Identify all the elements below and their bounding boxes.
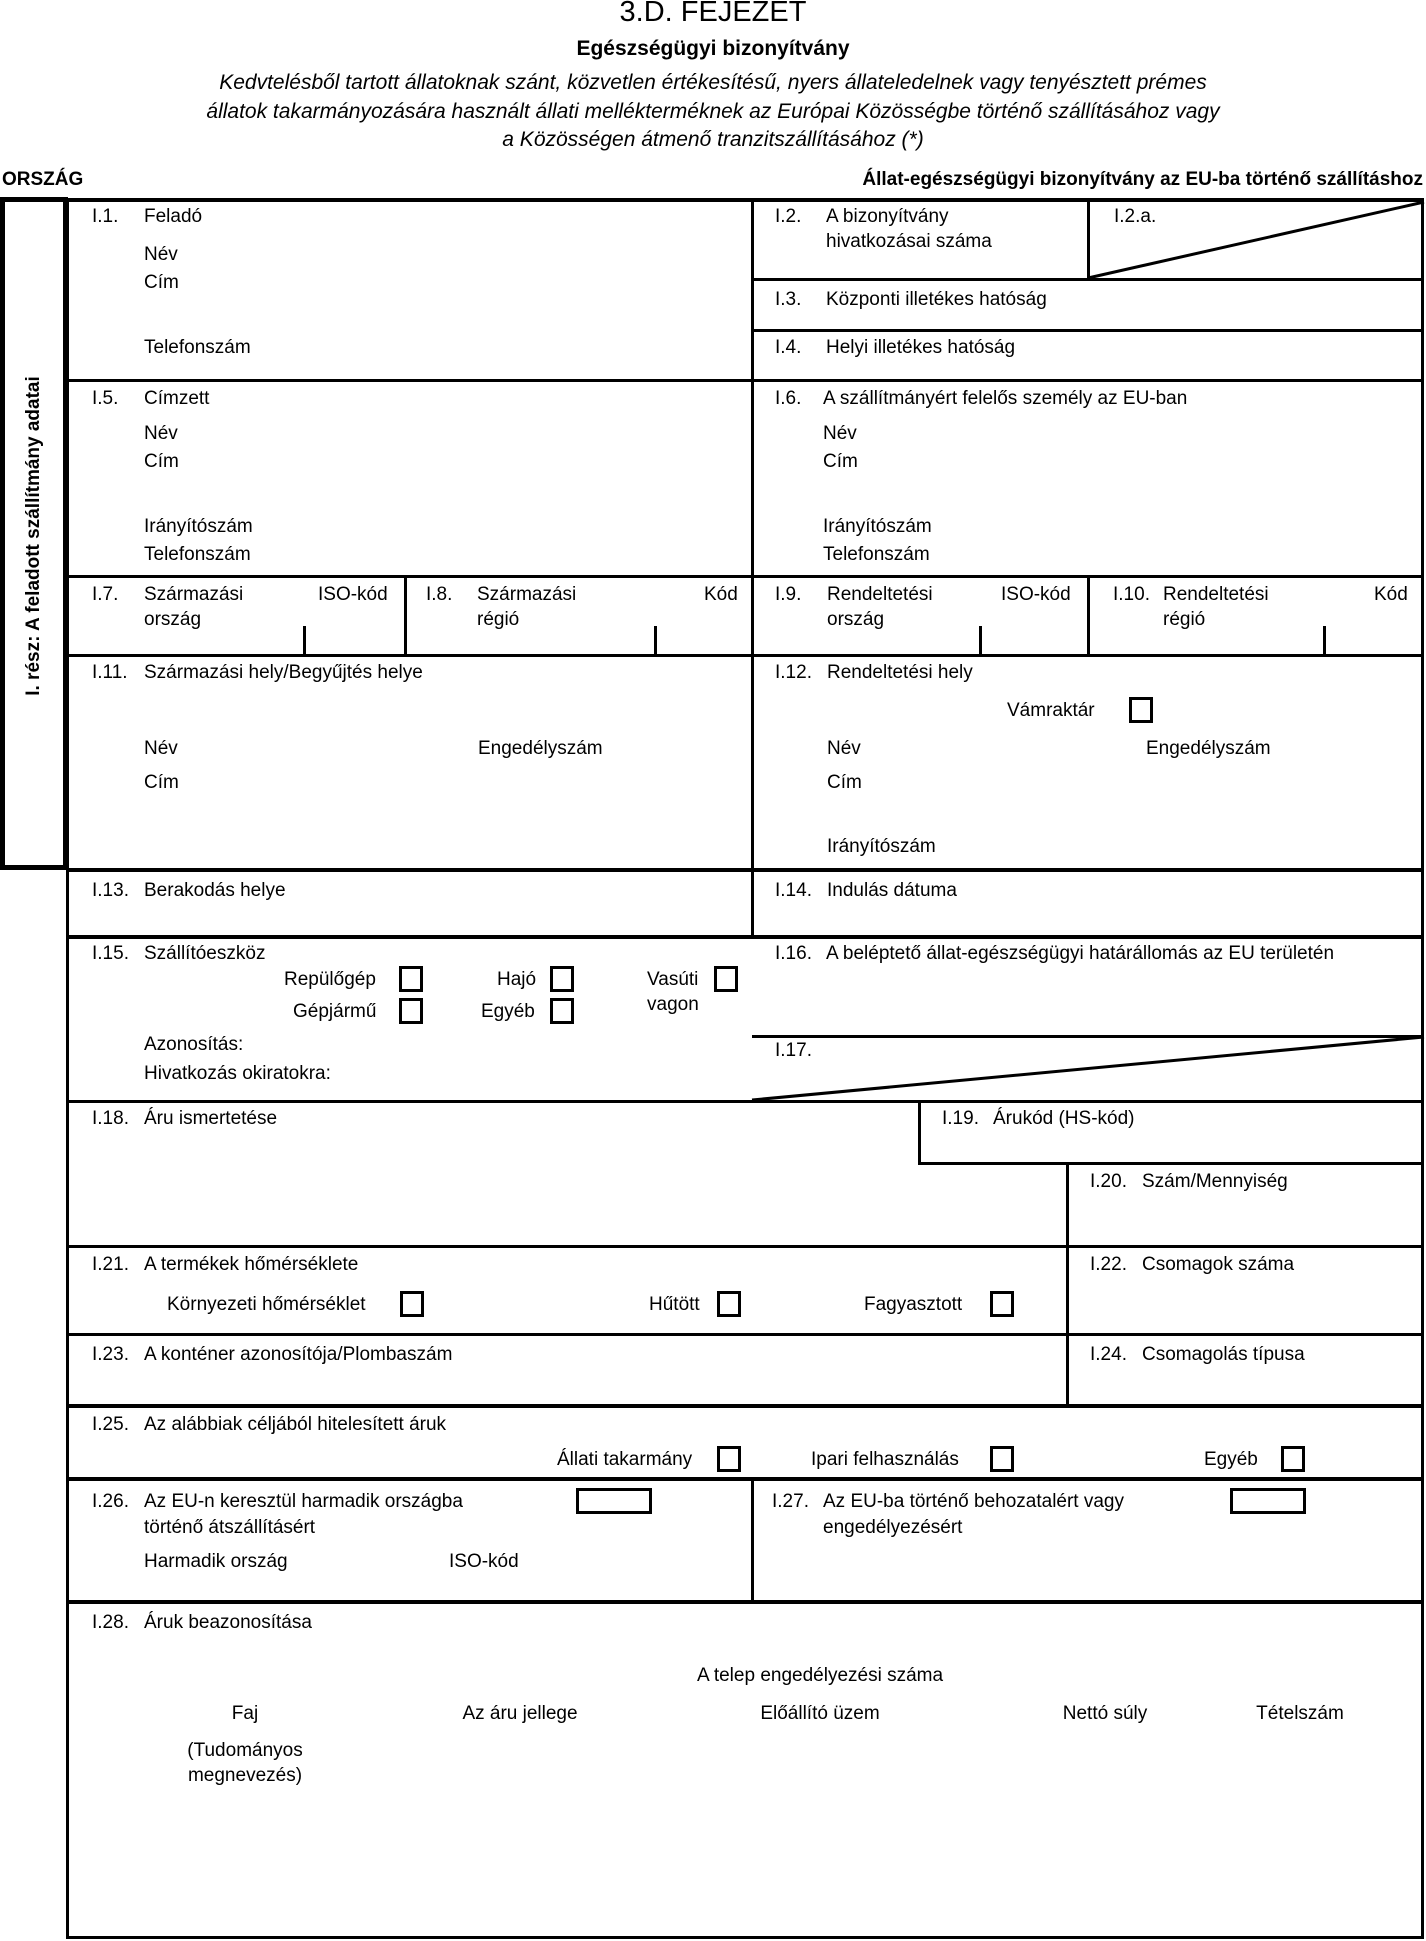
field-number: I.8. (426, 584, 453, 605)
description-line-3: a Közösségen átmenő tranzitszállításához (*) (502, 128, 924, 151)
field-number: I.18. (92, 1108, 129, 1129)
field-number: I.10. (1113, 584, 1150, 605)
country-label: ORSZÁG (2, 169, 84, 190)
field-number: I.25. (92, 1414, 129, 1435)
chilled-checkbox[interactable] (717, 1291, 741, 1317)
phone-label: Telefonszám (144, 337, 251, 358)
field-number: I.21. (92, 1254, 129, 1275)
rail-label: vagon (647, 994, 699, 1015)
address-label: Cím (823, 451, 858, 472)
field-number: I.19. (942, 1108, 979, 1129)
field-number: I.13. (92, 880, 129, 901)
address-label: Cím (144, 272, 179, 293)
iso-code-label: ISO-kód (449, 1551, 519, 1572)
field-number: I.11. (92, 662, 128, 683)
origin-country-label: Származási (144, 584, 244, 605)
field-number: I.5. (92, 388, 119, 409)
destination-region-label: Rendeltetési (1163, 584, 1269, 605)
package-count-label: Csomagok száma (1142, 1254, 1295, 1275)
other-purpose-checkbox[interactable] (1281, 1446, 1305, 1472)
quantity-label: Szám/Mennyiség (1142, 1171, 1288, 1192)
name-label: Név (144, 738, 178, 759)
region-of-origin-field[interactable] (407, 578, 751, 654)
responsible-person-label: A szállítmányért felelős személy az EU-ban (823, 388, 1188, 409)
frozen-label: Fagyasztott (864, 1294, 963, 1315)
phone-label: Telefonszám (823, 544, 930, 565)
field-number: I.14. (775, 880, 812, 901)
means-of-transport-label: Szállítóeszköz (144, 943, 266, 964)
approval-number-label: Engedélyszám (1146, 738, 1271, 759)
road-vehicle-checkbox[interactable] (399, 998, 423, 1024)
plane-label: Repülőgép (284, 969, 376, 990)
postcode-label: Irányítószám (144, 516, 253, 537)
commodity-code-label: Árukód (HS-kód) (993, 1108, 1135, 1129)
field-number: I.26. (92, 1491, 129, 1512)
column-header: Tételszám (1256, 1703, 1344, 1724)
import-label: Az EU-ba történő behozatalért vagy (823, 1491, 1125, 1512)
consignor-label: Feladó (144, 206, 203, 227)
destination-country-label: ország (827, 609, 885, 630)
field-number: I.2. (775, 206, 802, 227)
field-i17[interactable] (754, 1038, 1424, 1100)
field-number: I.24. (1090, 1344, 1127, 1365)
certificate-reference-label: A bizonyítvány (826, 206, 949, 227)
field-number: I.6. (775, 388, 802, 409)
rail-label: Vasúti (647, 969, 699, 990)
frozen-checkbox[interactable] (990, 1291, 1014, 1317)
ambient-checkbox[interactable] (400, 1291, 424, 1317)
central-authority-label: Központi illetékes hatóság (826, 289, 1047, 310)
page-title: Egészségügyi bizonyítvány (576, 37, 850, 60)
plant-approval-label: A telep engedélyezési száma (696, 1665, 944, 1686)
sidebar-label: I. rész: A feladott szállítmány adatai (23, 376, 44, 696)
field-number: I.20. (1090, 1171, 1127, 1192)
certificate-reference-label: hivatkozásai száma (826, 231, 992, 252)
other-purpose-label: Egyéb (1204, 1449, 1258, 1470)
field-number: I.23. (92, 1344, 129, 1365)
place-of-origin-field[interactable] (69, 657, 751, 868)
industrial-use-checkbox[interactable] (990, 1446, 1014, 1472)
postcode-label: Irányítószám (823, 516, 932, 537)
place-of-origin-label: Származási hely/Begyűjtés helye (144, 662, 423, 683)
transit-label: Az EU-n keresztül harmadik országba (144, 1491, 463, 1512)
goods-description-label: Áru ismertetése (144, 1108, 278, 1129)
chilled-label: Hűtött (649, 1294, 700, 1315)
field-number: I.15. (92, 943, 129, 964)
scientific-name-note: megnevezés) (187, 1765, 303, 1786)
other-transport-label: Egyéb (481, 1001, 535, 1022)
address-label: Cím (827, 772, 862, 793)
field-number: I.1. (92, 206, 119, 227)
local-authority-label: Helyi illetékes hatóság (826, 337, 1016, 358)
field-number: I.28. (92, 1612, 129, 1633)
postcode-label: Irányítószám (827, 836, 936, 857)
name-label: Név (827, 738, 861, 759)
import-checkbox[interactable] (1230, 1488, 1306, 1514)
packaging-type-label: Csomagolás típusa (1142, 1344, 1305, 1365)
destination-country-label: Rendeltetési (827, 584, 933, 605)
origin-country-label: ország (144, 609, 202, 630)
column-header: Faj (231, 1703, 259, 1724)
document-references-label: Hivatkozás okiratokra: (144, 1063, 331, 1084)
field-number: I.22. (1090, 1254, 1127, 1275)
iso-code-label: ISO-kód (1001, 584, 1071, 605)
code-label: Kód (704, 584, 738, 605)
field-number: I.16. (775, 943, 812, 964)
column-header: Előállító üzem (760, 1703, 880, 1724)
third-country-label: Harmadik ország (144, 1551, 288, 1572)
transit-label: történő átszállításért (144, 1517, 316, 1538)
field-number: I.27. (772, 1491, 809, 1512)
animal-feed-checkbox[interactable] (717, 1446, 741, 1472)
origin-region-label: régió (477, 609, 520, 630)
place-of-loading-label: Berakodás helye (144, 880, 286, 901)
customs-warehouse-label: Vámraktár (1007, 700, 1095, 721)
identification-label: Azonosítás: (144, 1034, 244, 1055)
place-of-destination-label: Rendeltetési hely (827, 662, 973, 683)
address-label: Cím (144, 451, 179, 472)
rail-wagon-checkbox[interactable] (714, 966, 738, 992)
field-number: I.12. (775, 662, 812, 683)
origin-region-label: Származási (477, 584, 577, 605)
other-transport-checkbox[interactable] (550, 998, 574, 1024)
border-inspection-post-label: A beléptető állat-egészségügyi határállomás az EU területén (826, 943, 1335, 964)
consignee-label: Címzett (144, 388, 210, 409)
ship-label: Hajó (497, 969, 537, 990)
description-line-1: Kedvtelésből tartott állatoknak szánt, közvetlen értékesítésű, nyers állateledelnek vagy tenyésztett prémes (219, 71, 1207, 94)
name-label: Név (144, 423, 178, 444)
import-label: engedélyezésért (823, 1517, 963, 1538)
name-label: Név (823, 423, 857, 444)
field-number: I.3. (775, 289, 802, 310)
industrial-use-label: Ipari felhasználás (811, 1449, 959, 1470)
column-header: Az áru jellege (462, 1703, 578, 1724)
ambient-label: Környezeti hőmérséklet (167, 1294, 366, 1315)
approval-number-label: Engedélyszám (478, 738, 603, 759)
temperature-label: A termékek hőmérséklete (144, 1254, 359, 1275)
goods-identification-label: Áruk beazonosítása (144, 1612, 312, 1633)
departure-date-label: Indulás dátuma (827, 880, 957, 901)
field-number: I.7. (92, 584, 119, 605)
field-number: I.2.a. (1114, 206, 1157, 227)
vehicle-label: Gépjármű (293, 1001, 377, 1022)
iso-code-label: ISO-kód (318, 584, 388, 605)
ship-checkbox[interactable] (550, 966, 574, 992)
customs-warehouse-checkbox[interactable] (1129, 697, 1153, 723)
plane-checkbox[interactable] (399, 966, 423, 992)
container-seal-label: A konténer azonosítója/Plombaszám (144, 1344, 453, 1365)
name-label: Név (144, 244, 178, 265)
column-header: Nettó súly (1062, 1703, 1148, 1724)
phone-label: Telefonszám (144, 544, 251, 565)
field-number: I.17. (775, 1040, 812, 1061)
certificate-label: Állat-egészségügyi bizonyítvány az EU-ba történő szállításhoz (862, 169, 1423, 190)
field-number: I.9. (775, 584, 802, 605)
destination-region-label: régió (1163, 609, 1206, 630)
transit-checkbox[interactable] (576, 1488, 652, 1514)
field-number: I.4. (775, 337, 802, 358)
scientific-name-note: (Tudományos (187, 1740, 303, 1761)
code-label: Kód (1374, 584, 1408, 605)
description-line-2: állatok takarmányozására használt állati mellékterméknek az Európai Közösségbe történő szállításához vagy (206, 100, 1220, 123)
address-label: Cím (144, 772, 179, 793)
certified-purpose-label: Az alábbiak céljából hitelesített áruk (144, 1414, 447, 1435)
chapter-heading: 3.D. FEJEZET (619, 0, 807, 28)
animal-feed-label: Állati takarmány (557, 1449, 693, 1470)
